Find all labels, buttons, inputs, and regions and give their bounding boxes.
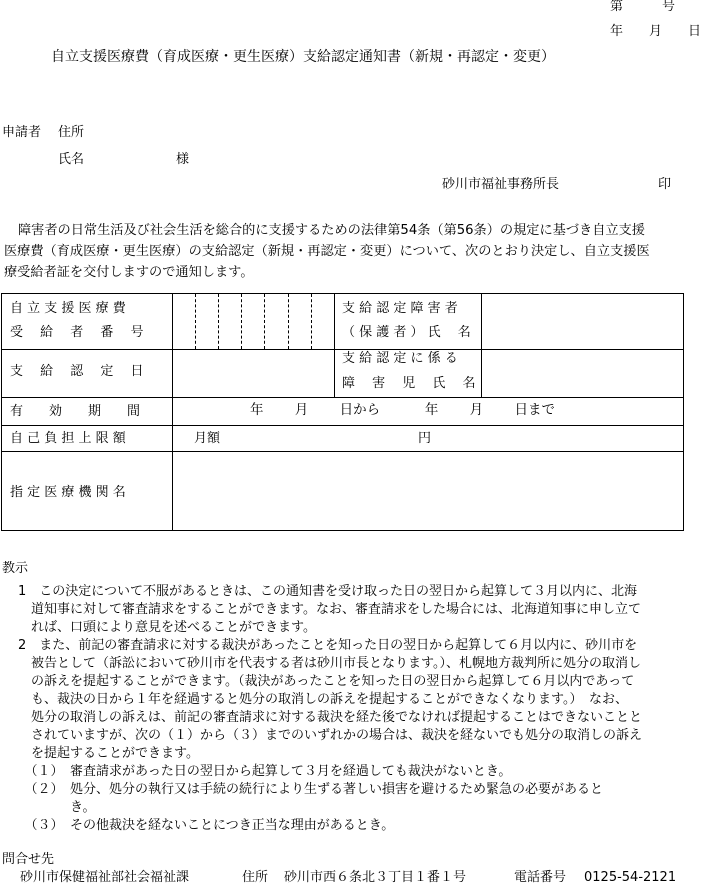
table-row-divider: [2, 397, 683, 398]
contact-phone: 0125-54-2121: [584, 870, 677, 885]
notice-line: も、裁決の日から１年を経過すると処分の取消しの訴えを提起することができなくなります。） なお、: [18, 692, 628, 707]
notice-line: の訴えを提起することができます。（裁決があったことを知った日の翌日から起算して６月以内であって: [18, 674, 635, 689]
notice-line: 被告として（訴訟において砂川市を代表する者は砂川市長となります。）、札幌地方裁判所に処分の取消し: [18, 656, 641, 671]
body-line: 障害者の日常生活及び社会生活を総合的に支援するための法律第54条（第56条）の規定に基づき自立支援: [18, 223, 645, 238]
digit-box-divider: [241, 294, 242, 349]
table-row-divider: [2, 425, 683, 426]
applicant-honorific: 様: [176, 152, 190, 167]
recipient-number-label-line1: 自 立 支 援 医 療 費: [10, 301, 126, 316]
contact-department: 砂川市保健福祉部社会福祉課: [20, 870, 190, 885]
notice-line: 道知事に対して審査請求をすることができます。なお、審査請求をした場合には、北海道知事に申し立て: [18, 602, 641, 617]
notice-line: されていますが、次の（１）から（３）までのいずれかの場合は、裁決を経ないでも処分の取消しの訴え: [18, 728, 643, 743]
table-col-divider: [481, 294, 482, 397]
document-title: 自立支援医療費（育成医療・更生医療）支給認定通知書（新規・再認定・変更）: [51, 49, 555, 65]
notice-title: 教示: [2, 561, 29, 576]
applicant-address-label: 住所: [58, 125, 85, 140]
notice-line: （２） 処分、処分の執行又は手続の続行により生ずる著しい損害を避けるため緊急の必要があると: [18, 782, 604, 797]
recipient-number-label-line2: 受 給 者 番 号: [10, 325, 144, 340]
notice-line: 1 この決定について不服があるときは、この通知書を受け取った日の翌日から起算して３月以内に、北海: [18, 584, 638, 599]
notice-line: 処分の取消しの訴えは、前記の審査請求に対する裁決を経た後でなければ提起することはできないことと: [18, 710, 643, 725]
certification-table: [1, 293, 684, 531]
copay-limit-yen-unit: 円: [418, 431, 432, 446]
body-paragraph: [4, 220, 708, 283]
body-line: 療受給者証を交付しますので通知します。: [4, 265, 254, 280]
document-date-label: 年 月 日: [610, 24, 702, 39]
digit-box-divider: [264, 294, 265, 349]
issuer-seal: 印: [658, 177, 672, 192]
contact-address: 砂川市西６条北３丁目１番１号: [284, 870, 467, 885]
contact-phone-label: 電話番号: [514, 870, 567, 885]
contact-address-label: 住所: [242, 870, 269, 885]
notice-line: を提起することができます。: [18, 746, 199, 761]
notice-line: （１） 審査請求があった日の翌日から起算して３月を経過しても裁決がないとき。: [18, 764, 512, 779]
copay-limit-monthly-label: 月額: [194, 431, 221, 446]
applicant-name-label: 氏名: [58, 152, 85, 167]
table-row-divider: [2, 349, 683, 350]
notice-line: れば、口頭により意見を述べることができます。: [18, 620, 316, 635]
table-col-divider: [334, 294, 335, 397]
certification-date-label: 支 給 認 定 日: [10, 364, 144, 379]
child-name-label-line1: 支 給 認 定 に 係 る: [342, 351, 458, 366]
notice-body: [18, 583, 708, 835]
body-line: 医療費（育成医療・更生医療）の支給認定（新規・再認定・変更）について、次のとおり決定し、自立支援医: [4, 244, 650, 259]
certified-person-label-line1: 支 給 認 定 障 害 者: [342, 301, 458, 316]
document-number-label: 第 号: [610, 0, 676, 14]
validity-period-value: 年 月 日から 年 月 日まで: [250, 402, 555, 418]
notice-line: （３） その他裁決を経ないことにつき正当な理由があるとき。: [18, 818, 395, 833]
notice-line: 2 また、前記の審査請求に対する裁決があったことを知った日の翌日から起算して６月以内に、砂川市を: [18, 638, 638, 653]
certified-person-label-line2: （ 保 護 者 ） 氏 名: [342, 325, 471, 340]
digit-box-divider: [288, 294, 289, 349]
issuer-office: 砂川市福祉事務所長: [442, 177, 560, 192]
table-col-divider: [172, 294, 173, 530]
copay-limit-label: 自 己 負 担 上 限 額: [10, 431, 126, 446]
digit-box-divider: [218, 294, 219, 349]
applicant-label: 申請者: [2, 125, 42, 140]
designated-facility-label: 指 定 医 療 機 関 名: [10, 485, 126, 500]
validity-period-label: 有 効 期 間: [10, 404, 141, 419]
digit-box-divider: [195, 294, 196, 349]
child-name-label-line2: 障 害 児 氏 名: [342, 376, 476, 391]
notice-line: き。: [18, 800, 96, 815]
table-row-divider: [2, 451, 683, 452]
digit-box-divider: [311, 294, 312, 349]
contact-title: 問合せ先: [2, 852, 55, 867]
